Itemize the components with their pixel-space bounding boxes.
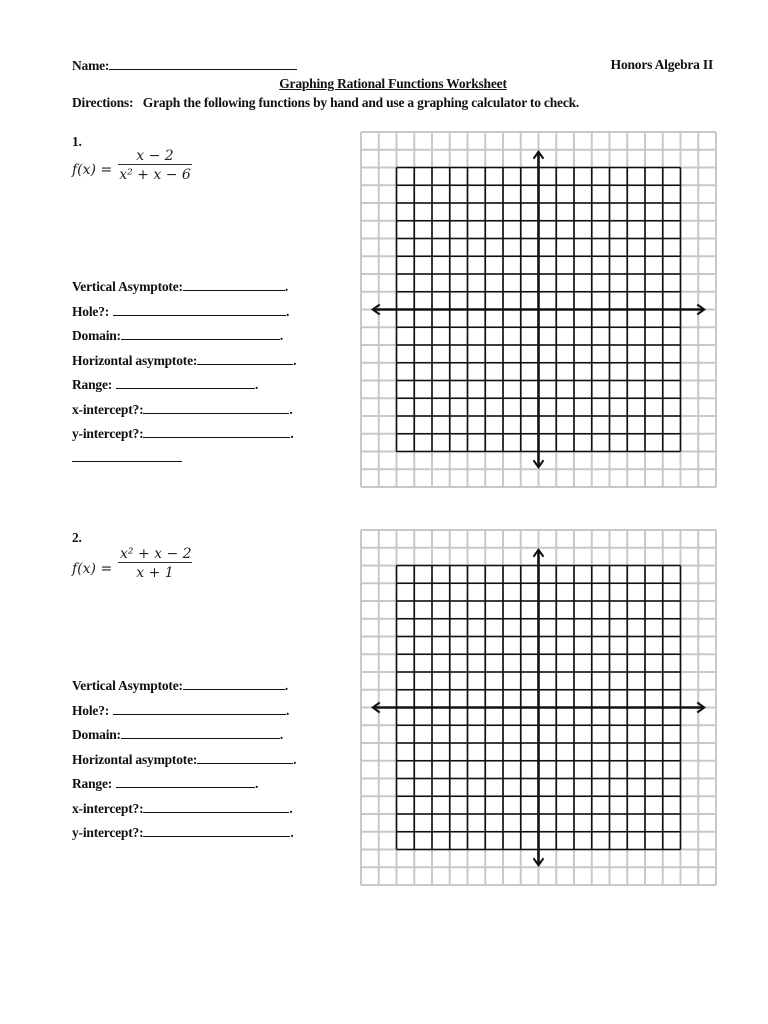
vertical-asymptote-blank[interactable] — [183, 278, 285, 291]
vertical-asymptote-label: Vertical Asymptote: — [72, 279, 183, 294]
horizontal-asymptote-field[interactable] — [72, 751, 296, 768]
period: . — [293, 352, 297, 368]
horizontal-asymptote-label: Horizontal asymptote: — [72, 751, 198, 767]
range-label: Range: — [72, 377, 113, 392]
denominator: x + 1 — [136, 565, 174, 581]
numerator: x − 2 — [118, 148, 192, 165]
coordinate-grid-1[interactable] — [355, 125, 720, 495]
hole-blank[interactable] — [113, 702, 286, 715]
horizontal-asymptote-blank[interactable] — [197, 751, 293, 764]
horizontal-asymptote-label: Horizontal asymptote: — [72, 352, 198, 368]
name-label: Name: — [72, 58, 110, 73]
function-lhs: f(x) = — [72, 561, 113, 577]
period: . — [289, 800, 293, 816]
period: . — [293, 751, 297, 767]
range-field[interactable] — [72, 376, 258, 393]
x-intercept-blank[interactable] — [143, 401, 289, 414]
hole-field[interactable] — [72, 303, 289, 320]
name-blank[interactable] — [109, 57, 297, 70]
range-field[interactable] — [72, 775, 258, 792]
hole-label: Hole?: — [72, 303, 110, 319]
horizontal-asymptote-blank[interactable] — [197, 352, 293, 365]
y-intercept-label: y-intercept?: — [72, 426, 144, 441]
period: . — [279, 328, 284, 343]
period: . — [284, 678, 288, 693]
denominator: x² + x − 6 — [119, 167, 191, 183]
period: . — [289, 401, 293, 417]
hole-field[interactable] — [72, 702, 289, 719]
fraction — [118, 148, 192, 183]
domain-blank[interactable] — [121, 327, 280, 340]
hole-blank[interactable] — [113, 303, 286, 316]
period: . — [279, 727, 284, 742]
y-intercept-blank[interactable] — [143, 824, 290, 837]
problem-number: 1. — [72, 134, 82, 149]
period: . — [255, 776, 259, 791]
name-field[interactable] — [72, 57, 297, 74]
domain-field[interactable] — [72, 726, 283, 743]
y-intercept-field[interactable] — [72, 824, 294, 841]
domain-label: Domain: — [72, 328, 121, 343]
range-label: Range: — [72, 776, 113, 791]
x-intercept-label: x-intercept?: — [72, 401, 144, 417]
domain-field[interactable] — [72, 327, 283, 344]
fraction — [118, 546, 192, 581]
horizontal-asymptote-field[interactable] — [72, 352, 296, 369]
y-intercept-label: y-intercept?: — [72, 825, 144, 840]
coordinate-grid-2[interactable] — [355, 523, 720, 893]
vertical-asymptote-field[interactable] — [72, 677, 288, 694]
hole-label: Hole?: — [72, 702, 110, 718]
range-blank[interactable] — [116, 775, 255, 788]
course-name: Honors Algebra II — [610, 57, 713, 72]
period: . — [284, 279, 288, 294]
period: . — [286, 702, 290, 718]
numerator: x² + x − 2 — [120, 546, 192, 562]
worksheet-title: Graphing Rational Functions Worksheet — [279, 76, 507, 91]
problem-number: 2. — [72, 530, 82, 545]
vertical-asymptote-blank[interactable] — [183, 677, 285, 690]
period: . — [290, 426, 294, 441]
x-intercept-blank[interactable] — [143, 800, 289, 813]
vertical-asymptote-label: Vertical Asymptote: — [72, 678, 183, 693]
x-intercept-field[interactable] — [72, 800, 293, 817]
extra-blank[interactable] — [72, 449, 182, 466]
domain-label: Domain: — [72, 727, 121, 742]
period: . — [255, 377, 259, 392]
y-intercept-field[interactable] — [72, 425, 294, 442]
vertical-asymptote-field[interactable] — [72, 278, 288, 295]
period: . — [290, 825, 294, 840]
period: . — [286, 303, 290, 319]
domain-blank[interactable] — [121, 726, 280, 739]
x-intercept-label: x-intercept?: — [72, 800, 144, 816]
directions: Directions: Graph the following functions by hand and use a graphing calculator to check. — [72, 95, 580, 110]
y-intercept-blank[interactable] — [143, 425, 290, 438]
range-blank[interactable] — [116, 376, 255, 389]
function-lhs: f(x) = — [72, 162, 113, 178]
x-intercept-field[interactable] — [72, 401, 293, 418]
